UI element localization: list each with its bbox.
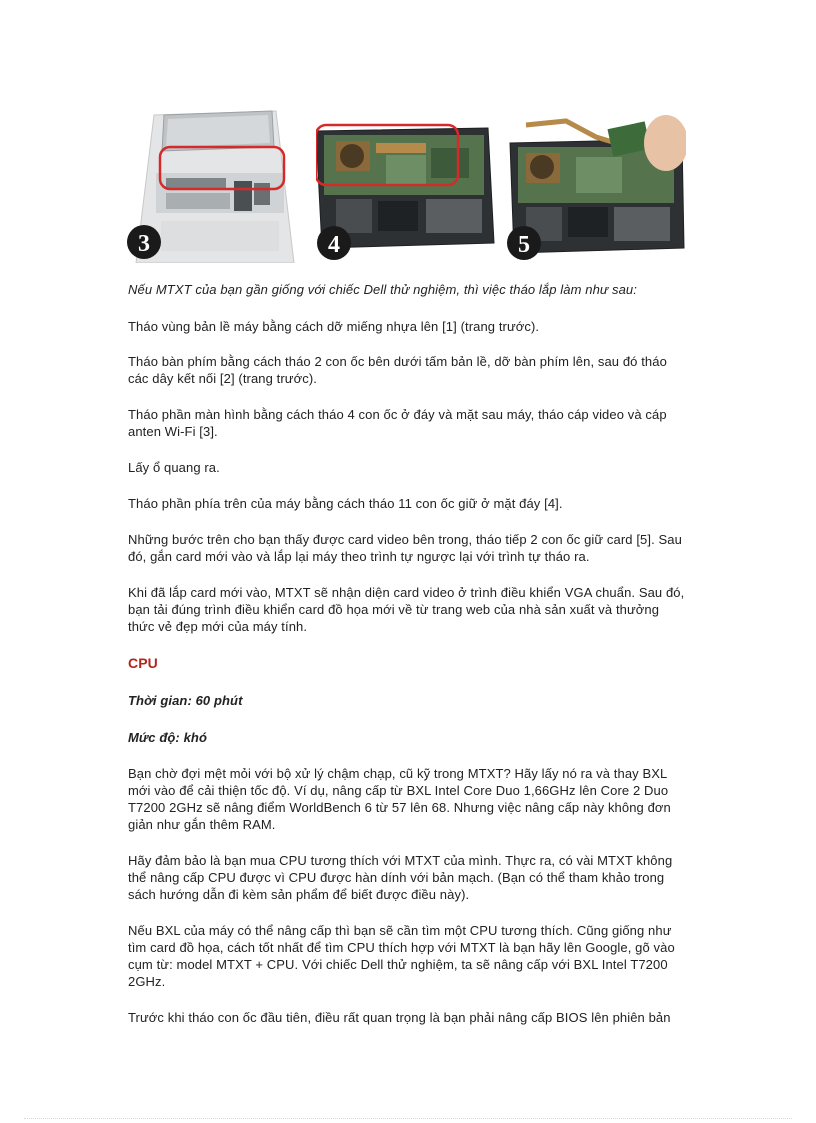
photo-number-5: 5: [518, 232, 530, 258]
section-heading-cpu: CPU: [128, 655, 158, 671]
difficulty-level: Mức độ: khó: [128, 730, 207, 745]
step-paragraph: Tháo phần phía trên của máy bằng cách tháo 11 con ốc giữ ở mặt đáy [4].: [128, 496, 563, 511]
cpu-paragraph: Hãy đảm bảo là bạn mua CPU tương thích với MTXT của mình. Thực ra, có vài MTXT không thể nâng cấp CPU được vì CPU được hàn dính với bản mạch. (Bạn có thể tham khảo trong sách hướng dẫn đi kèm sản phẩm để biết được điều này).: [128, 853, 673, 902]
step-paragraph: Những bước trên cho bạn thấy được card video bên trong, tháo tiếp 2 con ốc giữ card [5]. Sau đó, gắn card mới vào và lắp lại máy theo trình tự ngược lại với trình tự tháo ra.: [128, 532, 682, 564]
laptop-photo-step-4: [316, 103, 496, 263]
cpu-paragraph: Bạn chờ đợi mệt mỏi với bộ xử lý chậm chạp, cũ kỹ trong MTXT? Hãy lấy nó ra và thay BXL mới vào để cải thiện tốc độ. Ví dụ, nâng cấp từ BXL Intel Core Duo 1,66GHz lên Core 2 Duo T7200 2GHz sẽ nâng điểm WorldBench 6 từ 57 lên 68. Nhưng việc nâng cấp này không đơn giản như gắn thêm RAM.: [128, 766, 671, 832]
step-paragraph: Tháo bàn phím bằng cách tháo 2 con ốc bên dưới tấm bản lề, dỡ bàn phím lên, sau đó tháo các dây kết nối [2] (trang trước).: [128, 354, 667, 386]
page-bottom-divider: [24, 1118, 792, 1119]
intro-paragraph: Nếu MTXT của bạn gần giống với chiếc Dell thử nghiệm, thì việc tháo lắp làm như sau:: [128, 282, 637, 297]
laptop-photo-step-5: [506, 103, 686, 263]
step-paragraph: Tháo vùng bản lề máy bằng cách dỡ miếng nhựa lên [1] (trang trước).: [128, 319, 540, 334]
time-required: Thời gian: 60 phút: [128, 693, 243, 708]
step-paragraph: Lấy ổ quang ra.: [128, 460, 220, 475]
cpu-paragraph: Nếu BXL của máy có thể nâng cấp thì bạn sẽ cần tìm một CPU tương thích. Cũng giống như tìm card đồ họa, cách tốt nhất để tìm CPU thích hợp với MTXT là bạn hãy lên Google, gõ vào cụm từ: model MTXT + CPU. Với chiếc Dell thử nghiệm, ta sẽ nâng cấp với BXL Intel T7200 2GHz.: [128, 923, 675, 989]
step-paragraph: Khi đã lắp card mới vào, MTXT sẽ nhận diện card video ở trình điều khiển VGA chuẩn. Sau đó, bạn tải đúng trình điều khiển card đồ họa mới về từ trang web của nhà sản xuất và thưởng thức vẻ đẹp mới của máy tính.: [128, 585, 685, 634]
cpu-paragraph: Trước khi tháo con ốc đầu tiên, điều rất quan trọng là bạn phải nâng cấp BIOS lên phiên bản: [128, 1010, 671, 1025]
article-body: [128, 281, 688, 1026]
laptop-photo-step-3: [126, 103, 306, 263]
photo-number-3: 3: [138, 231, 150, 257]
step-paragraph: Tháo phần màn hình bằng cách tháo 4 con ốc ở đáy và mặt sau máy, tháo cáp video và cáp anten Wi-Fi [3].: [128, 407, 667, 439]
photo-strip: [126, 103, 686, 263]
photo-number-4: 4: [328, 232, 340, 258]
